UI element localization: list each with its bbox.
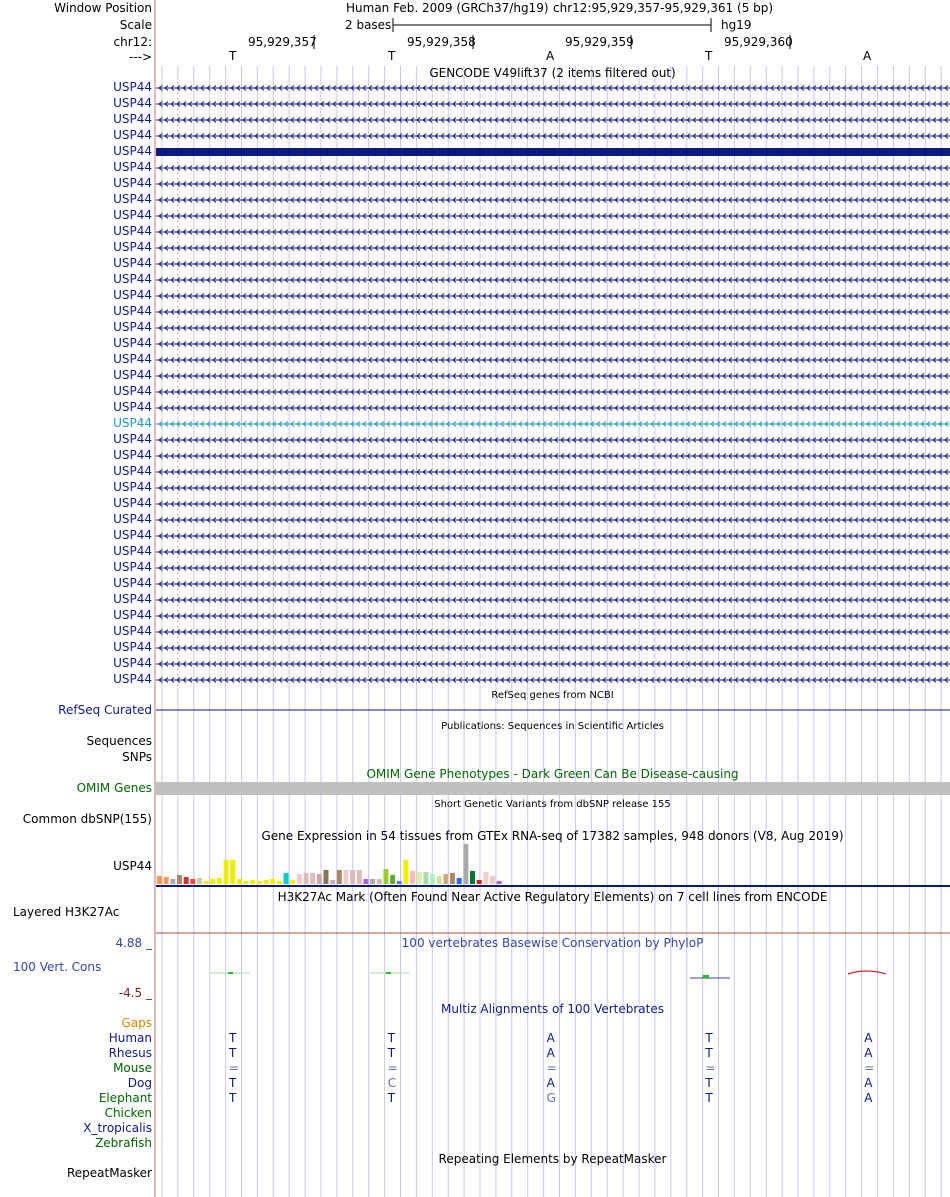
assembly-text: Human Feb. 2009 (GRCh37/hg19) bbox=[346, 1, 549, 15]
multiz-aligned-base: A bbox=[546, 1046, 555, 1060]
gencode-gene-label[interactable]: USP44 bbox=[113, 400, 152, 414]
label-repeatmasker[interactable]: RepeatMasker bbox=[66, 1166, 152, 1180]
gtex-tissue-bar bbox=[270, 879, 275, 884]
multiz-species-label[interactable]: Zebrafish bbox=[95, 1136, 152, 1150]
label-strand-arrow: ---> bbox=[128, 50, 152, 64]
multiz-aligned-base: A bbox=[546, 1031, 555, 1045]
gtex-tissue-bar bbox=[457, 878, 462, 884]
gencode-gene-label[interactable]: USP44 bbox=[113, 112, 152, 126]
gtex-tissue-bar bbox=[264, 880, 269, 884]
gencode-track-title[interactable]: GENCODE V49lift37 (2 items filtered out) bbox=[429, 66, 676, 80]
gencode-gene-label[interactable]: USP44 bbox=[113, 192, 152, 206]
gencode-gene-label[interactable]: USP44 bbox=[113, 672, 152, 686]
multiz-aligned-base: G bbox=[546, 1091, 556, 1105]
base-letter: T bbox=[229, 49, 237, 63]
multiz-aligned-base: = bbox=[705, 1061, 716, 1075]
gencode-gene-label[interactable]: USP44 bbox=[113, 160, 152, 174]
label-snps[interactable]: SNPs bbox=[122, 750, 152, 764]
phylop-negative-curve bbox=[848, 971, 886, 974]
label-common-dbsnp[interactable]: Common dbSNP(155) bbox=[22, 812, 152, 826]
gtex-tissue-bar bbox=[463, 844, 468, 884]
gtex-tissue-bar bbox=[277, 881, 282, 884]
gencode-gene-label[interactable]: USP44 bbox=[113, 96, 152, 110]
gtex-tissue-bar bbox=[177, 875, 182, 884]
base-letter: T bbox=[705, 49, 713, 63]
omim-bar bbox=[156, 782, 950, 795]
multiz-aligned-base: A bbox=[546, 1076, 555, 1090]
gencode-gene-label[interactable]: USP44 bbox=[113, 496, 152, 510]
gtex-tissue-bar bbox=[330, 880, 335, 884]
gtex-tissue-bar bbox=[483, 872, 488, 884]
multiz-aligned-base: T bbox=[229, 1091, 237, 1105]
gencode-gene-label[interactable]: USP44 bbox=[113, 448, 152, 462]
gencode-gene-label[interactable]: USP44 bbox=[113, 624, 152, 638]
gtex-tissue-bar bbox=[157, 876, 162, 884]
multiz-species-label[interactable]: Mouse bbox=[113, 1061, 152, 1075]
h3k27ac-track-title[interactable]: H3K27Ac Mark (Often Found Near Active Regulatory Elements) on 7 cell lines from ENCODE bbox=[277, 890, 828, 904]
gtex-tissue-bar bbox=[437, 876, 442, 884]
conservation-ymin-label: -4.5 _ bbox=[118, 986, 152, 1000]
gtex-tissue-bar bbox=[310, 873, 315, 884]
gencode-gene-label[interactable]: USP44 bbox=[113, 656, 152, 670]
gencode-gene-label[interactable]: USP44 bbox=[113, 416, 152, 430]
position-text: chr12:95,929,357-95,929,361 (5 bp) bbox=[553, 1, 774, 15]
gtex-tissue-bar bbox=[337, 870, 342, 884]
label-gtex-gene[interactable]: USP44 bbox=[113, 859, 152, 873]
gtex-tissue-bar bbox=[230, 860, 235, 884]
multiz-aligned-base: T bbox=[705, 1046, 713, 1060]
label-window-position: Window Position bbox=[54, 1, 152, 15]
gtex-tissue-bar bbox=[497, 881, 502, 884]
base-letter: A bbox=[546, 49, 555, 63]
label-omim-genes[interactable]: OMIM Genes bbox=[76, 781, 152, 795]
gencode-gene-label[interactable]: USP44 bbox=[113, 320, 152, 334]
label-refseq-curated[interactable]: RefSeq Curated bbox=[58, 703, 152, 717]
label-gaps: Gaps bbox=[121, 1016, 152, 1030]
gencode-gene-label[interactable]: USP44 bbox=[113, 640, 152, 654]
gencode-gene-label[interactable]: USP44 bbox=[113, 480, 152, 494]
gencode-gene-label[interactable]: USP44 bbox=[113, 384, 152, 398]
phylop-score-bar bbox=[703, 975, 709, 978]
gencode-gene-label[interactable]: USP44 bbox=[113, 144, 152, 158]
scale-assembly-text: hg19 bbox=[721, 18, 752, 32]
gencode-gene-label[interactable]: USP44 bbox=[113, 512, 152, 526]
gencode-gene-label[interactable]: USP44 bbox=[113, 272, 152, 286]
gencode-gene-label[interactable]: USP44 bbox=[113, 176, 152, 190]
gtex-tissue-bar bbox=[357, 870, 362, 884]
gencode-gene-label[interactable]: USP44 bbox=[113, 368, 152, 382]
phylop-score-bar bbox=[228, 972, 233, 974]
gtex-tissue-bar bbox=[284, 873, 289, 884]
base-letter: A bbox=[863, 49, 872, 63]
gtex-tissue-bar bbox=[217, 878, 222, 884]
phylop-score-bar bbox=[386, 972, 391, 974]
gencode-gene-label[interactable]: USP44 bbox=[113, 608, 152, 622]
gtex-tissue-bar bbox=[350, 870, 355, 884]
gtex-tissue-bar bbox=[170, 879, 175, 884]
gtex-tissue-bar bbox=[204, 881, 209, 884]
gtex-tissue-bar bbox=[297, 874, 302, 884]
omim-track-title[interactable]: OMIM Gene Phenotypes - Dark Green Can Be Disease-causing bbox=[366, 767, 739, 781]
gtex-track-title[interactable]: Gene Expression in 54 tissues from GTEx RNA-seq of 17382 samples, 948 donors (V8, Aug 2019) bbox=[261, 829, 844, 843]
gencode-gene-label[interactable]: USP44 bbox=[113, 336, 152, 350]
multiz-species-label[interactable]: Rhesus bbox=[108, 1046, 152, 1060]
label-sequences[interactable]: Sequences bbox=[86, 734, 152, 748]
gencode-gene-label[interactable]: USP44 bbox=[113, 240, 152, 254]
gencode-gene-label[interactable]: USP44 bbox=[113, 576, 152, 590]
multiz-aligned-base: T bbox=[705, 1091, 713, 1105]
gtex-tissue-bar bbox=[417, 872, 422, 884]
gtex-tissue-bar bbox=[290, 880, 295, 884]
gtex-tissue-bar bbox=[423, 872, 428, 884]
gtex-tissue-bar bbox=[450, 873, 455, 884]
repeatmasker-track-title[interactable]: Repeating Elements by RepeatMasker bbox=[438, 1152, 667, 1166]
coord-label: 95,929,357 bbox=[248, 35, 317, 49]
multiz-aligned-base: T bbox=[229, 1046, 237, 1060]
gtex-tissue-bar bbox=[363, 879, 368, 884]
publications-track-title[interactable]: Publications: Sequences in Scientific Articles bbox=[441, 721, 664, 732]
gtex-tissue-bar bbox=[244, 881, 249, 884]
multiz-aligned-base: A bbox=[864, 1031, 873, 1045]
coord-label: 95,929,359 bbox=[565, 35, 634, 49]
gencode-gene-label[interactable]: USP44 bbox=[113, 544, 152, 558]
gtex-tissue-bar bbox=[410, 871, 415, 884]
gtex-tissue-bar bbox=[210, 879, 215, 884]
gtex-tissue-bar bbox=[237, 879, 242, 884]
gtex-tissue-bar bbox=[390, 875, 395, 884]
gtex-tissue-bar bbox=[403, 860, 408, 884]
gencode-gene-label[interactable]: USP44 bbox=[113, 304, 152, 318]
gencode-gene-label[interactable]: USP44 bbox=[113, 288, 152, 302]
gtex-tissue-bar bbox=[250, 880, 255, 884]
coord-label: 95,929,360 bbox=[724, 35, 793, 49]
multiz-aligned-base: A bbox=[864, 1046, 873, 1060]
multiz-species-label[interactable]: Human bbox=[108, 1031, 152, 1045]
conservation-track-title[interactable]: 100 vertebrates Basewise Conservation by PhyloP bbox=[401, 936, 704, 950]
conservation-ymax-label: 4.88 _ bbox=[115, 936, 152, 950]
gene-exon-block bbox=[156, 148, 950, 156]
gencode-gene-label[interactable]: USP44 bbox=[113, 528, 152, 542]
label-scale: Scale bbox=[119, 18, 152, 32]
gtex-tissue-bar bbox=[304, 873, 309, 884]
multiz-aligned-base: A bbox=[864, 1091, 873, 1105]
multiz-aligned-base: A bbox=[864, 1076, 873, 1090]
gencode-gene-label[interactable]: USP44 bbox=[113, 432, 152, 446]
multiz-aligned-base: T bbox=[229, 1031, 237, 1045]
gencode-gene-label[interactable]: USP44 bbox=[113, 80, 152, 94]
multiz-aligned-base: C bbox=[387, 1076, 397, 1090]
gtex-tissue-bar bbox=[490, 876, 495, 884]
multiz-aligned-base: T bbox=[229, 1076, 237, 1090]
label-100-vert-cons[interactable]: 100 Vert. Cons bbox=[13, 960, 102, 974]
multiz-aligned-base: T bbox=[387, 1091, 396, 1105]
gtex-tissue-bar bbox=[443, 874, 448, 884]
multiz-aligned-base: = bbox=[229, 1061, 240, 1075]
gtex-tissue-bar bbox=[317, 874, 322, 884]
coord-label: 95,929,358 bbox=[407, 35, 476, 49]
multiz-species-label[interactable]: Dog bbox=[127, 1076, 152, 1090]
gtex-tissue-bar bbox=[324, 870, 329, 884]
gtex-tissue-bar bbox=[370, 879, 375, 884]
gencode-gene-label[interactable]: USP44 bbox=[113, 352, 152, 366]
gencode-gene-label[interactable]: USP44 bbox=[113, 464, 152, 478]
multiz-aligned-base: = bbox=[387, 1061, 398, 1075]
gtex-tissue-bar bbox=[470, 871, 475, 884]
gencode-gene-label[interactable]: USP44 bbox=[113, 128, 152, 142]
multiz-aligned-base: T bbox=[705, 1076, 713, 1090]
gtex-tissue-bar bbox=[257, 881, 262, 884]
gencode-gene-label[interactable]: USP44 bbox=[113, 256, 152, 270]
gencode-gene-label[interactable]: USP44 bbox=[113, 208, 152, 222]
multiz-track-title[interactable]: Multiz Alignments of 100 Vertebrates bbox=[440, 1002, 665, 1016]
multiz-species-label[interactable]: X_tropicalis bbox=[83, 1121, 152, 1135]
multiz-species-label[interactable]: Elephant bbox=[98, 1091, 152, 1105]
multiz-aligned-base: T bbox=[705, 1031, 713, 1045]
gtex-tissue-bar bbox=[477, 880, 482, 884]
gencode-gene-label[interactable]: USP44 bbox=[113, 224, 152, 238]
gtex-tissue-bar bbox=[343, 870, 348, 884]
multiz-species-label[interactable]: Chicken bbox=[104, 1106, 152, 1120]
refseq-track-title[interactable]: RefSeq genes from NCBI bbox=[491, 690, 614, 701]
gtex-tissue-bar bbox=[164, 877, 169, 884]
gencode-gene-label[interactable]: USP44 bbox=[113, 592, 152, 606]
base-letter: T bbox=[388, 49, 396, 63]
scale-bases-text: 2 bases bbox=[345, 18, 392, 32]
multiz-aligned-base: T bbox=[387, 1046, 396, 1060]
gtex-tissue-bar bbox=[430, 874, 435, 884]
gtex-tissue-bar bbox=[190, 879, 195, 884]
multiz-aligned-base: = bbox=[546, 1061, 557, 1075]
gtex-tissue-bar bbox=[184, 877, 189, 884]
label-layered-h3k27ac[interactable]: Layered H3K27Ac bbox=[13, 905, 120, 919]
multiz-aligned-base: T bbox=[387, 1031, 396, 1045]
gtex-tissue-bar bbox=[383, 869, 388, 884]
gtex-tissue-bar bbox=[224, 860, 229, 884]
gencode-gene-label[interactable]: USP44 bbox=[113, 560, 152, 574]
dbsnp-track-title[interactable]: Short Genetic Variants from dbSNP release 155 bbox=[434, 799, 671, 810]
label-chromosome: chr12: bbox=[113, 35, 152, 49]
gtex-tissue-bar bbox=[197, 878, 202, 884]
gtex-tissue-bar bbox=[377, 879, 382, 884]
multiz-aligned-base: = bbox=[864, 1061, 875, 1075]
gtex-tissue-bar bbox=[397, 881, 402, 884]
